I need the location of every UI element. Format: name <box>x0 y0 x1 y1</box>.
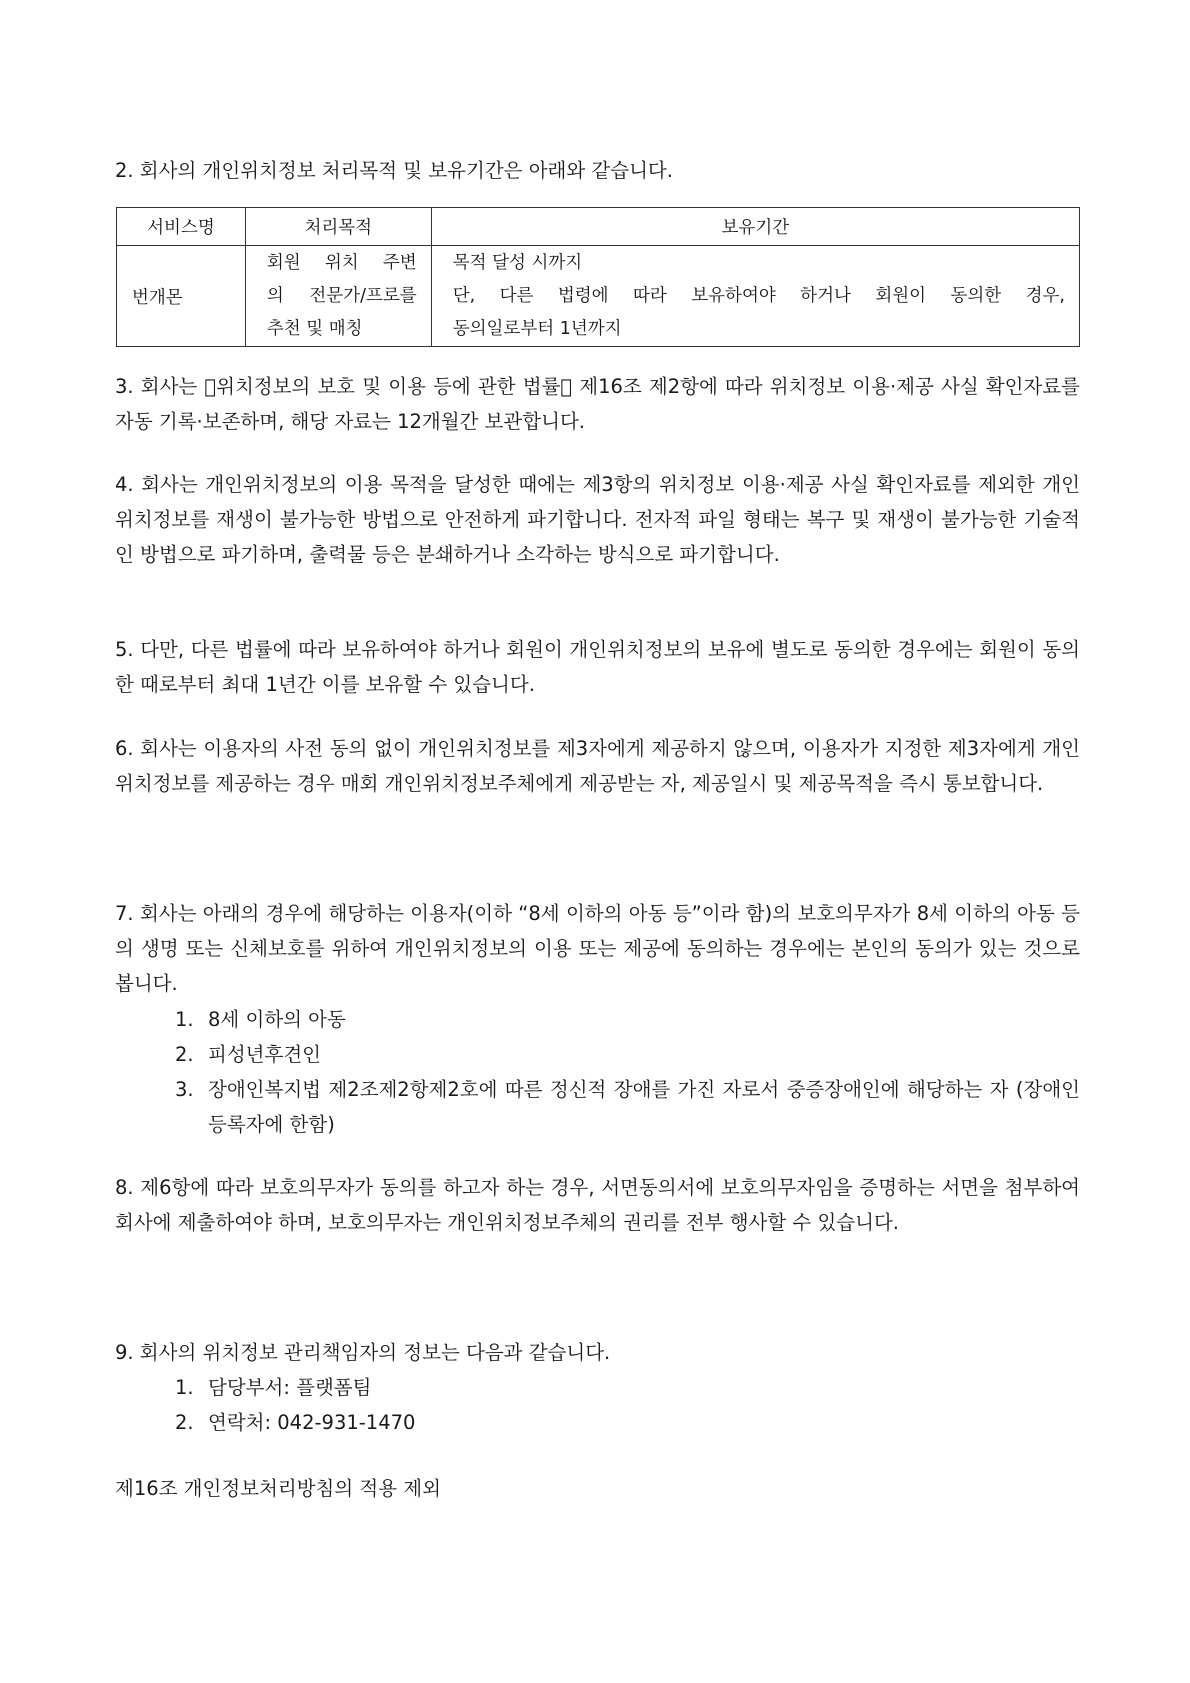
section-2-text: 2. 회사의 개인위치정보 처리목적 및 보유기간은 아래와 같습니다. <box>115 159 673 182</box>
purpose-line: 의 전문가/프로를 <box>266 285 417 306</box>
section-7-text: 7. 회사는 아래의 경우에 해당하는 이용자(이하 “8세 이하의 아동 등”이라 함)의 보호의무자가 8세 이하의 아동 등의 생명 또는 신체보호를 위하여 개인위치정보의 이용 또는 제공에 동의하는 경우에는 본인의 동의가 있는 것으로 봅니다. <box>115 902 1080 995</box>
item-number: 1. <box>175 1008 194 1031</box>
item-text: 장애인복지법 제2조제2항제2호에 따른 정신적 장애를 가진 자로서 중증장애인에 해당하는 자 (장애인등록자에 한함) <box>208 1078 1080 1136</box>
section-3-text: 3. 회사는  위치정보의 보호 및 이용 등에 관한 법률  제16조 제2항에 따라 위치정보 이용·제공 사실 확인자료를 자동 기록·보존하며, 해당 자료는 12개월간 보관합니다. <box>115 375 1080 433</box>
header-purpose: 처리목적 <box>245 208 431 246</box>
section-6-text: 6. 회사는 이용자의 사전 동의 없이 개인위치정보를 제3자에게 제공하지 않으며, 이용자가 지정한 제3자에게 개인위치정보를 제공하는 경우 매회 개인위치정보주체에게 제공받는 자, 제공일시 및 제공목적을 즉시 통보합니다. <box>115 737 1080 795</box>
header-service-name: 서비스명 <box>117 208 246 246</box>
period-line: 동의일로부터 1년까지 <box>452 318 622 339</box>
item-text: 8세 이하의 아동 <box>208 1008 346 1031</box>
section-9-text: 9. 회사의 위치정보 관리책임자의 정보는 다음과 같습니다. <box>115 1341 611 1364</box>
cell-purpose <box>245 246 431 347</box>
item-text: 담당부서: 플랫폼팀 <box>208 1376 372 1399</box>
processing-purpose-table <box>116 207 1080 347</box>
item-text: 피성년후견인 <box>208 1043 322 1066</box>
section-4-text: 4. 회사는 개인위치정보의 이용 목적을 달성한 때에는 제3항의 위치정보 이용·제공 사실 확인자료를 제외한 개인위치정보를 재생이 불가능한 방법으로 안전하게 파기합니다. 전자적 파일 형태는 복구 및 재생이 불가능한 기술적인 방법으로 파기하며, 출력물 등은 분쇄하거나 소각하는 방식으로 파기합니다. <box>115 473 1080 566</box>
item-number: 2. <box>175 1043 194 1066</box>
section-8-text: 8. 제6항에 따라 보호의무자가 동의를 하고자 하는 경우, 서면동의서에 보호의무자임을 증명하는 서면을 첨부하여 회사에 제출하여야 하며, 보호의무자는 개인위치정보주체의 권리를 전부 행사할 수 있습니다. <box>115 1176 1080 1234</box>
section-5-text: 5. 다만, 다른 법률에 따라 보유하여야 하거나 회원이 개인위치정보의 보유에 별도로 동의한 경우에는 회원이 동의한 때로부터 최대 1년간 이를 보유할 수 있습니다. <box>115 638 1080 696</box>
purpose-line: 추천 및 매칭 <box>266 318 363 339</box>
article-16-heading: 제16조 개인정보처리방침의 적용 제외 <box>115 1477 441 1500</box>
header-retention-period: 보유기간 <box>431 208 1079 246</box>
cell-service-name: 번개몬 <box>117 246 246 347</box>
table-header-row <box>117 208 1080 246</box>
item-text: 연락처: 042-931-1470 <box>208 1411 416 1434</box>
table-row <box>117 246 1080 347</box>
section-9-item <box>175 1370 1080 1405</box>
purpose-line: 회원 위치 주변 <box>266 252 417 273</box>
item-number: 2. <box>175 1411 194 1434</box>
section-7-item <box>175 1037 1080 1072</box>
cell-retention-period <box>431 246 1079 347</box>
section-7-item <box>175 1072 1080 1142</box>
item-number: 1. <box>175 1376 194 1399</box>
period-line: 단, 다른 법령에 따라 보유하여야 하거나 회원이 동의한 경우, <box>452 285 1065 306</box>
section-7-item <box>175 1002 1080 1037</box>
period-line: 목적 달성 시까지 <box>452 252 583 273</box>
section-9-item <box>175 1405 1080 1440</box>
item-number: 3. <box>175 1078 194 1101</box>
